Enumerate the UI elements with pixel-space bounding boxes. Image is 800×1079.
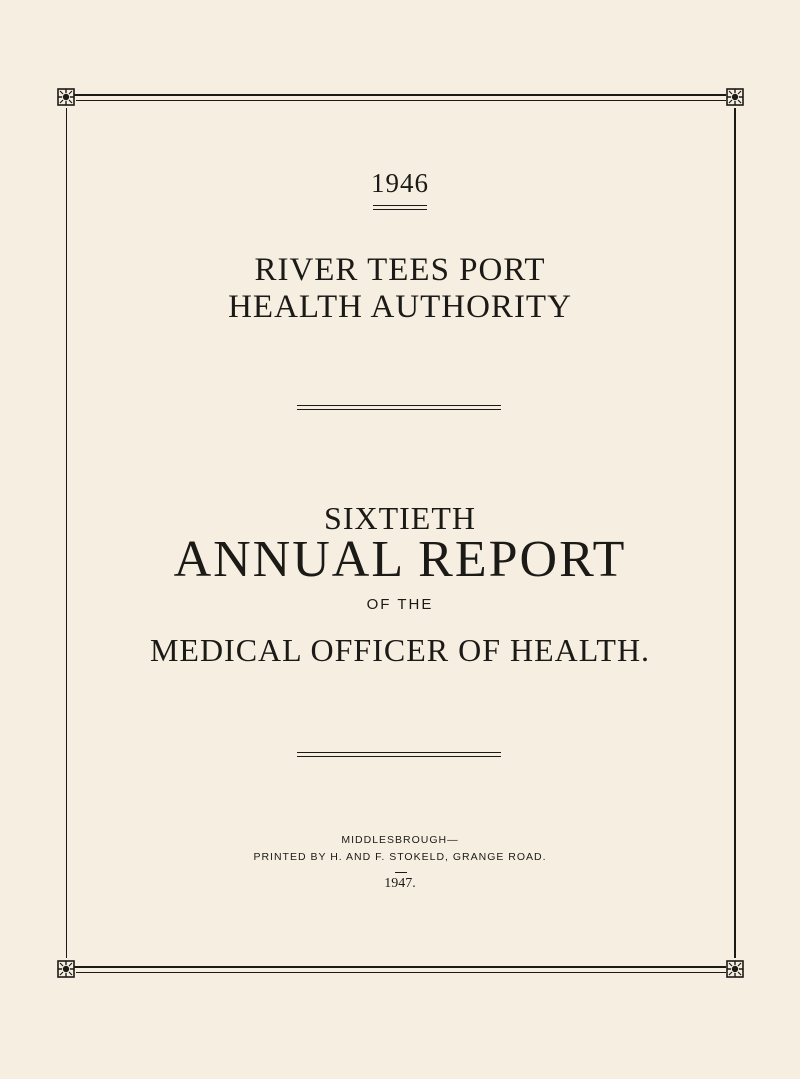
section-divider-second xyxy=(297,409,501,410)
ornament-icon xyxy=(57,88,75,106)
year-underline-second xyxy=(373,209,427,210)
section-divider xyxy=(297,405,501,406)
ornament-icon xyxy=(726,960,744,978)
imprint-printer: PRINTED BY H. AND F. STOKELD, GRANGE ROAD. xyxy=(253,851,547,863)
report-year: 1946 xyxy=(371,168,429,198)
report-ordinal: SIXTIETH xyxy=(324,500,476,536)
report-subject: MEDICAL OFFICER OF HEALTH. xyxy=(149,632,651,668)
imprint-city: MIDDLESBROUGH— xyxy=(341,834,459,846)
report-title: ANNUAL REPORT xyxy=(173,531,627,588)
report-connector: OF THE xyxy=(366,596,434,613)
top-border-inner-rule xyxy=(76,100,726,101)
year-underline xyxy=(373,205,427,206)
bottom-border-rule xyxy=(74,966,726,968)
authority-name-line-1: RIVER TEES PORT xyxy=(254,252,546,288)
top-border-rule xyxy=(74,94,726,96)
imprint-year: 1947. xyxy=(384,876,416,891)
imprint-divider xyxy=(297,752,501,753)
bottom-border-inner-rule xyxy=(76,972,726,973)
authority-name-line-2: HEALTH AUTHORITY xyxy=(228,289,572,325)
imprint-dash xyxy=(395,872,407,873)
ornament-icon xyxy=(726,88,744,106)
ornament-icon xyxy=(57,960,75,978)
imprint-divider-second xyxy=(297,756,501,757)
